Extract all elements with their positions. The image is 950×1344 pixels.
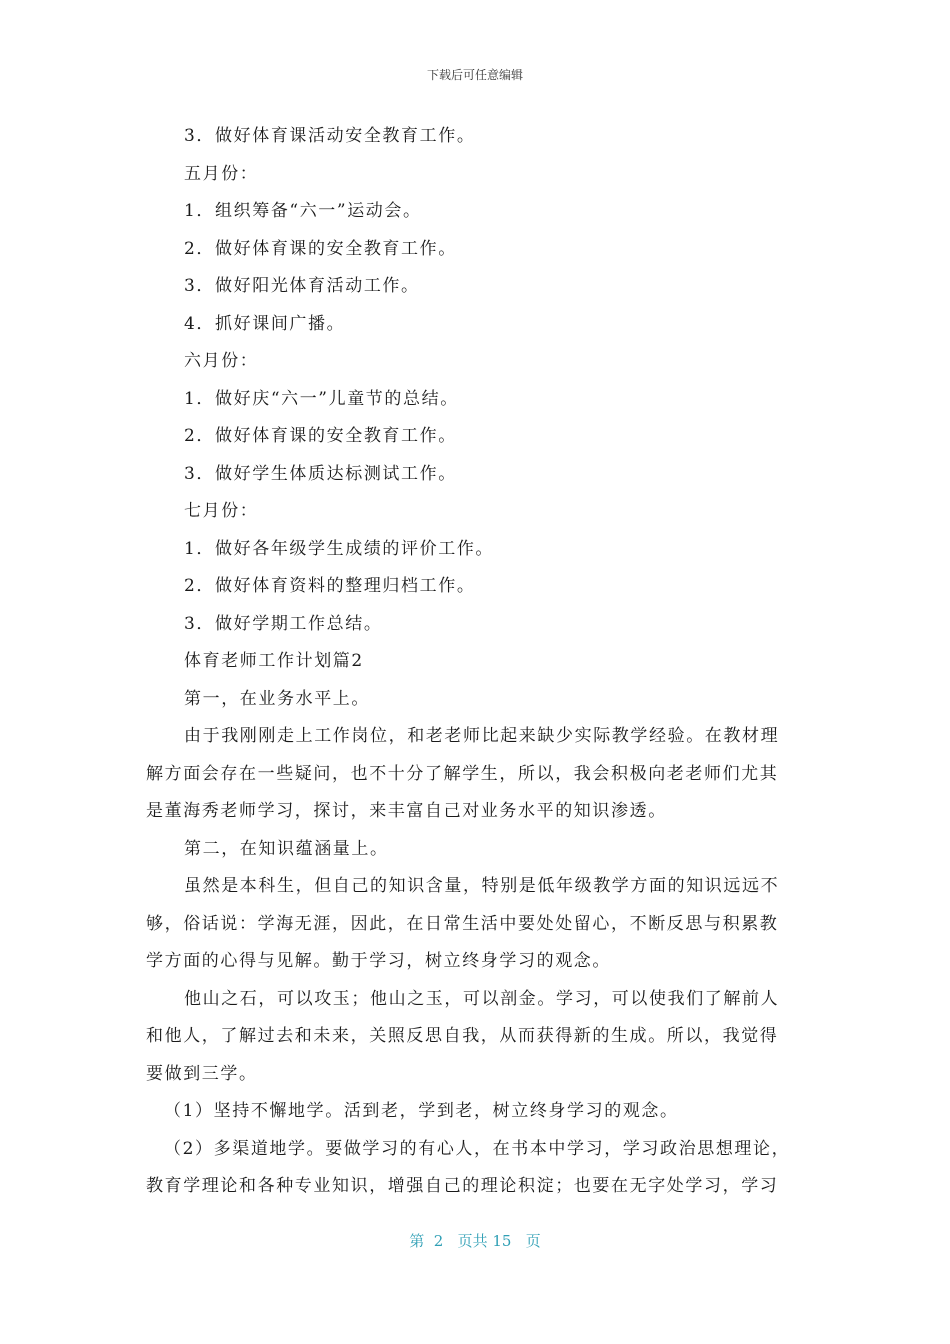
list-item: （2）多渠道地学。要做学习的有心人，在书本中学习，学习政治思想理论， (164, 1138, 791, 1159)
text-line: 3．做好学期工作总结。 (184, 613, 383, 634)
text-line: 2．做好体育资料的整理归档工作。 (184, 576, 476, 596)
page-header: 下载后可任意编辑 (426, 68, 523, 82)
paragraph-line: 教育学理论和各种专业知识，增强自己的理论积淀；也要在无字处学习，学习 (146, 1176, 779, 1196)
text-line: 1．组织筹备“六一”运动会。 (184, 201, 422, 221)
text-line: 1．做好各年级学生成绩的评价工作。 (184, 538, 495, 559)
paragraph-line: 解方面会存在一些疑问，也不十分了解学生，所以，我会积极向老老师们尤其 (146, 763, 779, 784)
document-body (146, 118, 836, 1206)
text-line: 4．抓好课间广播。 (184, 313, 346, 334)
text-line: 2．做好体育课的安全教育工作。 (184, 238, 457, 259)
paragraph-line: 要做到三学。 (146, 1063, 258, 1084)
text-line: 1．做好庆“六一”儿童节的总结。 (184, 388, 459, 409)
text-line: 3．做好学生体质达标测试工作。 (184, 463, 457, 484)
paragraph-line: 是董海秀老师学习，探讨，来丰富自己对业务水平的知识渗透。 (146, 801, 667, 821)
paragraph-line: 够，俗话说：学海无涯，因此，在日常生活中要处处留心，不断反思与积累教 (146, 913, 779, 934)
section-heading-second: 第二，在知识蕴涵量上。 (184, 838, 389, 859)
text-line: 3．做好体育课活动安全教育工作。 (184, 126, 476, 146)
section-heading-first: 第一，在业务水平上。 (184, 688, 370, 709)
paragraph-line: 和他人，了解过去和未来，关照反思自我，从而获得新的生成。所以，我觉得 (146, 1026, 779, 1046)
page-footer: 第 2 页共 15 页 (409, 1232, 541, 1250)
paragraph-line: 虽然是本科生，但自己的知识含量，特别是低年级教学方面的知识远远不 (184, 876, 780, 896)
paragraph-line: 他山之石，可以攻玉；他山之玉，可以剖金。学习，可以使我们了解前人 (184, 988, 780, 1009)
paragraph-line: 学方面的心得与见解。勤于学习，树立终身学习的观念。 (146, 951, 611, 971)
section-heading-june: 六月份： (184, 351, 259, 371)
section-heading-may: 五月份： (184, 163, 259, 184)
text-line: 2．做好体育课的安全教育工作。 (184, 426, 457, 446)
paragraph-line: 由于我刚刚走上工作岗位，和老老师比起来缺少实际教学经验。在教材理 (184, 726, 780, 746)
article-title: 体育老师工作计划篇2 (184, 651, 364, 671)
text-line: 3．做好阳光体育活动工作。 (184, 276, 420, 296)
section-heading-july: 七月份： (184, 501, 259, 521)
list-item: （1）坚持不懈地学。活到老，学到老，树立终身学习的观念。 (164, 1101, 679, 1121)
